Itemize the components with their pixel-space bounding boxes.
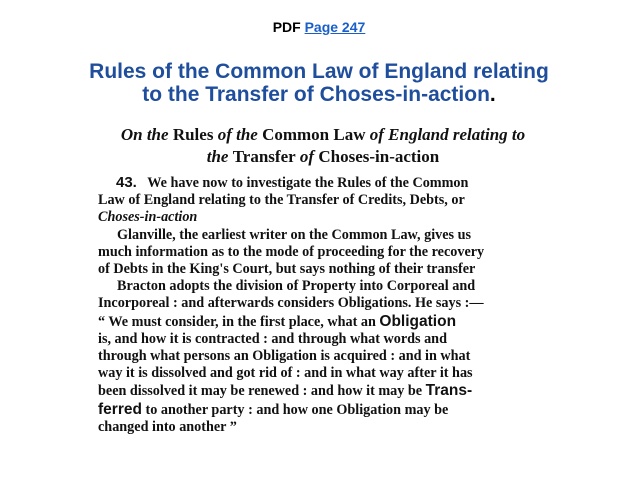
page-link[interactable]: Page 247: [304, 19, 366, 35]
scan-line: Bracton adopts the division of Property into Corporeal and: [117, 278, 476, 295]
pdf-prefix: PDF: [272, 19, 301, 35]
scan-line: Law of England relating to the Transfer of Credits, Debts, or: [98, 192, 465, 209]
scan-title-part: Choses-in-action: [318, 147, 440, 166]
scan-title-part: Transfer: [232, 147, 296, 166]
scan-line: [98, 401, 548, 419]
scan-line-text: been dissolved it may be renewed : and how it may be: [98, 383, 426, 400]
scan-title-part: of: [295, 147, 319, 166]
scan-line: way it is dissolved and got rid of : and in what way after it has: [98, 365, 473, 382]
scan-line: Choses-in-action: [98, 209, 198, 226]
scan-line: through what persons an Obligation is acquired : and in what: [98, 348, 471, 365]
scan-title: [98, 124, 548, 168]
scan-line: [98, 174, 548, 192]
scan-line-text: We have now to investigate the Rules of the Common: [147, 175, 469, 191]
pdf-page-label: [0, 19, 638, 35]
scan-line: changed into another ”: [98, 418, 237, 435]
scan-title-part: the: [206, 147, 233, 166]
scan-emphasis: Trans-: [425, 382, 473, 400]
scan-title-part: Rules: [172, 125, 214, 144]
scan-title-part: of the: [213, 125, 263, 144]
slide-heading: [20, 60, 618, 106]
scan-line: Incorporeal : and afterwards considers Obligations. He says :—: [98, 295, 484, 312]
scan-line: Glanville, the earliest writer on the Common Law, gives us: [117, 226, 472, 243]
scan-line: much information as to the mode of proceeding for the recovery: [98, 243, 485, 260]
scanned-text-image: [98, 124, 548, 436]
scan-title-part: On the: [120, 125, 173, 144]
scan-line-text: to another party : and how one Obligation may be: [141, 401, 449, 418]
heading-line-1: Rules of the Common Law of England relating: [89, 60, 549, 83]
heading-line-2: to the Transfer of Choses-in-action: [142, 83, 490, 106]
scan-title-part: of England relating to: [365, 125, 526, 144]
scan-line: is, and how it is contracted : and through what words and: [98, 330, 447, 347]
scan-line: of Debts in the King's Court, but says nothing of their transfer: [98, 261, 476, 278]
scan-emphasis: Obligation: [379, 312, 457, 330]
scan-line: [98, 382, 548, 400]
scan-paragraph: [98, 174, 548, 436]
scan-line: [98, 313, 548, 331]
scan-title-part: Common Law: [262, 125, 366, 144]
heading-period: .: [489, 83, 496, 106]
scan-line-text: “ We must consider, in the first place, what an: [98, 313, 380, 330]
scan-emphasis: ferred: [98, 400, 142, 418]
paragraph-number: 43.: [116, 174, 137, 191]
